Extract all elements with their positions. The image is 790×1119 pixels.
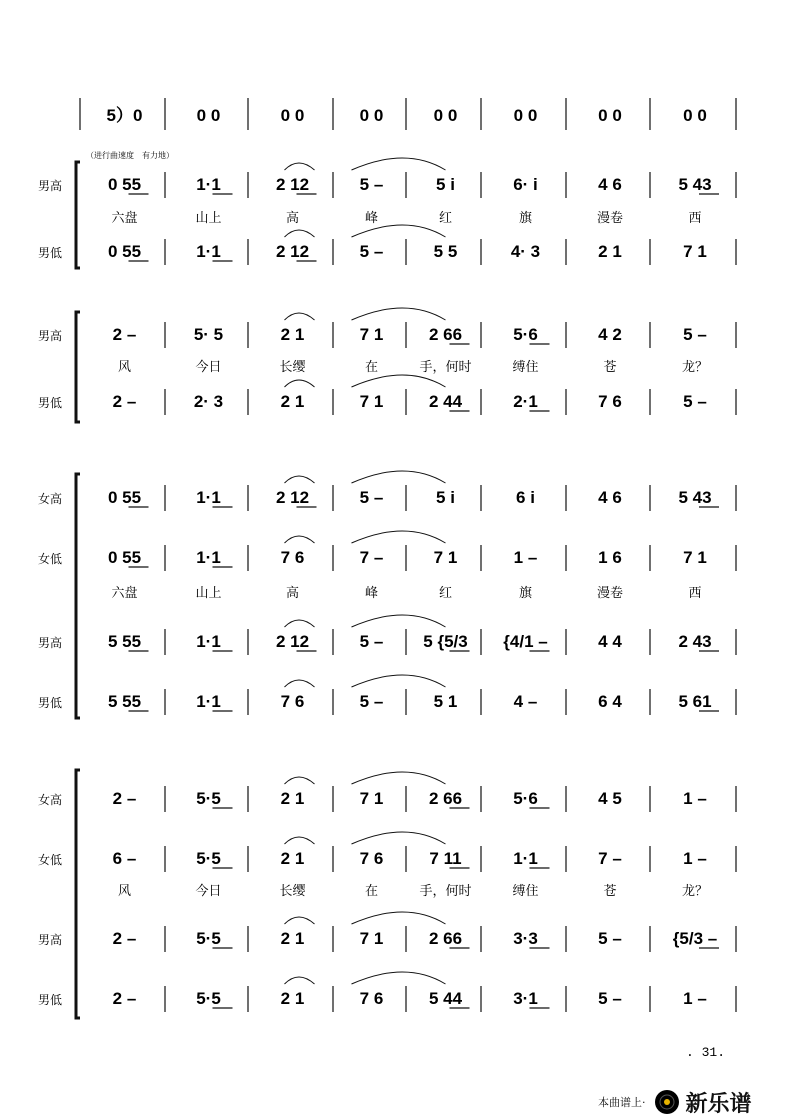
lyric: 缚住 bbox=[512, 360, 539, 375]
system-1 bbox=[38, 158, 736, 268]
page-number: . 31. bbox=[686, 1045, 726, 1060]
measure: 0 0 bbox=[683, 106, 707, 125]
measure: 5 {5/3 bbox=[423, 632, 468, 651]
measure: 7 – bbox=[598, 849, 622, 868]
vinyl-record-icon bbox=[652, 1088, 682, 1116]
measure: 7 1 bbox=[683, 242, 707, 261]
measure: 2 12 bbox=[275, 175, 310, 194]
measure: 7 1 bbox=[683, 548, 707, 567]
measure: 5·6 bbox=[513, 325, 538, 344]
lyric: 风 bbox=[117, 360, 132, 375]
measure: 6· i bbox=[513, 175, 538, 194]
tie bbox=[352, 615, 446, 627]
measure: 2 – bbox=[112, 392, 137, 411]
measure: 1·1 bbox=[513, 849, 538, 868]
measure: 4 2 bbox=[598, 325, 622, 344]
measure: 7 6 bbox=[598, 392, 622, 411]
slur bbox=[285, 536, 315, 543]
voice-label: 女低 bbox=[38, 552, 63, 566]
measure: 4 5 bbox=[598, 789, 622, 808]
measure: 1 – bbox=[513, 548, 538, 567]
measure: 0 55 bbox=[107, 175, 142, 194]
staff-row bbox=[38, 375, 736, 415]
lyric: 西 bbox=[688, 211, 702, 226]
lyric: 高 bbox=[285, 211, 300, 226]
measure: 7 1 bbox=[433, 548, 458, 567]
system-bracket bbox=[76, 312, 80, 422]
measure: 5 – bbox=[359, 488, 384, 507]
measure: 0 55 bbox=[107, 242, 142, 261]
measure: 1·1 bbox=[196, 175, 221, 194]
measure: 0 0 bbox=[598, 106, 622, 125]
lyric: 高 bbox=[285, 586, 300, 601]
tie bbox=[352, 308, 446, 320]
lyric: 六盘 bbox=[111, 211, 138, 226]
lyric: 在 bbox=[364, 884, 379, 899]
measure: 2 66 bbox=[428, 325, 463, 344]
measure: 2 66 bbox=[428, 929, 463, 948]
lyric: 峰 bbox=[364, 586, 379, 601]
slur bbox=[285, 680, 315, 687]
lyric: 山上 bbox=[195, 211, 222, 226]
measure: 5 44 bbox=[428, 989, 463, 1008]
lyric: 漫卷 bbox=[596, 586, 624, 601]
measure: 2 66 bbox=[428, 789, 463, 808]
measure: 0 0 bbox=[513, 106, 538, 125]
tempo-marking: （进行曲速度 有力地） bbox=[86, 151, 174, 160]
measure: 2 1 bbox=[598, 242, 622, 261]
measure: 2 1 bbox=[280, 392, 305, 411]
voice-label: 男低 bbox=[38, 246, 63, 260]
voice-label: 男高 bbox=[38, 636, 63, 650]
measure: 2 1 bbox=[280, 989, 305, 1008]
measure: 4· 3 bbox=[510, 242, 541, 261]
measure: 2 – bbox=[112, 929, 137, 948]
measure: 6 4 bbox=[598, 692, 622, 711]
measure: 6 i bbox=[516, 488, 535, 507]
slur bbox=[285, 977, 315, 984]
tie bbox=[352, 832, 446, 844]
measure: 2 12 bbox=[275, 488, 310, 507]
lyric: 漫卷 bbox=[596, 211, 624, 226]
measure: 0 0 bbox=[196, 106, 221, 125]
measure: 2 1 bbox=[280, 849, 305, 868]
lyric: 旗 bbox=[518, 211, 533, 226]
tie bbox=[352, 225, 446, 237]
staff-row bbox=[38, 772, 736, 812]
measure: 1·1 bbox=[196, 242, 221, 261]
staff-row bbox=[38, 471, 736, 511]
staff-row bbox=[38, 308, 736, 348]
lyric: 苍 bbox=[603, 360, 617, 375]
lyric: 红 bbox=[438, 586, 453, 601]
footer-text: 本曲谱上· bbox=[598, 1096, 646, 1109]
measure: 3·3 bbox=[513, 929, 538, 948]
tie bbox=[352, 972, 446, 984]
voice-label: 男低 bbox=[38, 696, 63, 710]
measure: 0 55 bbox=[107, 488, 142, 507]
slur bbox=[285, 476, 315, 483]
measure: 5 – bbox=[359, 632, 384, 651]
lyric: 山上 bbox=[195, 586, 222, 601]
measure: 1 – bbox=[683, 849, 707, 868]
measure: 2 1 bbox=[280, 789, 305, 808]
tie bbox=[352, 531, 446, 543]
measure: 1 6 bbox=[598, 548, 622, 567]
measure: 5 i bbox=[436, 488, 455, 507]
measure: 1·1 bbox=[196, 632, 221, 651]
measure: 0 0 bbox=[359, 106, 384, 125]
measure: 2 43 bbox=[678, 632, 712, 651]
voice-label: 女高 bbox=[38, 793, 63, 807]
voice-label: 男低 bbox=[38, 993, 63, 1007]
measure: 5·6 bbox=[513, 789, 538, 808]
measure: 2 – bbox=[112, 325, 137, 344]
measure: 0 0 bbox=[280, 106, 305, 125]
lyric: 龙？ bbox=[681, 360, 709, 375]
measure: 1 – bbox=[683, 789, 707, 808]
voice-label: 男高 bbox=[38, 933, 63, 947]
system-2 bbox=[38, 308, 736, 422]
staff-row bbox=[38, 832, 736, 872]
lyric: 今日 bbox=[195, 360, 222, 375]
lyric: 手，何时 bbox=[419, 360, 472, 375]
measure: 1·1 bbox=[196, 488, 221, 507]
intro-staff-line bbox=[80, 98, 736, 130]
tie bbox=[352, 772, 446, 784]
measure: 5 43 bbox=[678, 175, 712, 194]
measure: 0 55 bbox=[107, 548, 142, 567]
measure: 5 55 bbox=[107, 692, 142, 711]
measure: 5 43 bbox=[678, 488, 712, 507]
measure: 5·5 bbox=[196, 989, 221, 1008]
lyric: 缚住 bbox=[512, 884, 539, 899]
lyric: 长缨 bbox=[279, 884, 306, 899]
measure: 7 11 bbox=[429, 849, 462, 868]
lyric: 在 bbox=[364, 360, 379, 375]
measure: 1·1 bbox=[196, 692, 221, 711]
measure: 2 12 bbox=[275, 632, 310, 651]
measure: 5 – bbox=[598, 929, 622, 948]
lyric: 六盘 bbox=[111, 586, 138, 601]
lyric: 龙？ bbox=[681, 884, 709, 899]
measure: 2·1 bbox=[513, 392, 538, 411]
tie bbox=[352, 471, 446, 483]
lyric: 今日 bbox=[195, 884, 222, 899]
tie bbox=[352, 912, 446, 924]
measure: {4/1 – bbox=[503, 632, 548, 651]
measure: 5 – bbox=[359, 692, 384, 711]
measure: 4 – bbox=[513, 692, 538, 711]
measure: 5 – bbox=[683, 392, 707, 411]
measure: 3·1 bbox=[513, 989, 538, 1008]
lyric: 峰 bbox=[364, 211, 379, 226]
lyric: 西 bbox=[688, 586, 702, 601]
measure: 5· 5 bbox=[193, 325, 224, 344]
measure: 5·5 bbox=[196, 849, 221, 868]
lyric: 风 bbox=[117, 884, 132, 899]
voice-label: 女高 bbox=[38, 492, 63, 506]
measure: 4 4 bbox=[598, 632, 622, 651]
system-3 bbox=[38, 471, 736, 718]
slur bbox=[285, 230, 315, 237]
voice-label: 男低 bbox=[38, 396, 63, 410]
tie bbox=[352, 375, 446, 387]
lyric: 长缨 bbox=[279, 360, 306, 375]
brand-name: 新乐谱 bbox=[685, 1091, 752, 1117]
footer-credit bbox=[598, 1088, 752, 1116]
slur bbox=[285, 163, 315, 170]
slur bbox=[285, 777, 315, 784]
lyric: 苍 bbox=[603, 884, 617, 899]
measure: 7 1 bbox=[359, 392, 384, 411]
system-bracket bbox=[76, 474, 80, 718]
measure: 4 6 bbox=[598, 488, 622, 507]
measure: 7 – bbox=[359, 548, 384, 567]
score-systems bbox=[38, 158, 736, 1018]
staff-row bbox=[38, 158, 736, 198]
system-bracket bbox=[76, 162, 80, 268]
measure: 5 – bbox=[359, 175, 384, 194]
measure: 6 – bbox=[112, 849, 137, 868]
staff-row bbox=[38, 675, 736, 715]
staff-row bbox=[38, 531, 736, 571]
measure: 5 – bbox=[359, 242, 384, 261]
slur bbox=[285, 837, 315, 844]
measure: 5 1 bbox=[433, 692, 458, 711]
measure: 2 12 bbox=[275, 242, 310, 261]
staff-row bbox=[38, 972, 736, 1012]
measure: 4 6 bbox=[598, 175, 622, 194]
staff-row bbox=[38, 615, 736, 655]
measure: 7 6 bbox=[280, 548, 305, 567]
system-4 bbox=[38, 770, 736, 1018]
measure: 2 – bbox=[112, 989, 137, 1008]
staff-row bbox=[38, 225, 736, 265]
tie bbox=[352, 158, 446, 170]
measure: 2· 3 bbox=[193, 392, 224, 411]
system-bracket bbox=[76, 770, 80, 1018]
measure: 5 – bbox=[683, 325, 707, 344]
measure: 1·1 bbox=[196, 548, 221, 567]
measure: 1 – bbox=[683, 989, 707, 1008]
voice-label: 女低 bbox=[38, 853, 63, 867]
slur bbox=[285, 313, 315, 320]
measure: 5 5 bbox=[433, 242, 458, 261]
measure: 7 6 bbox=[359, 989, 384, 1008]
measure: 5 55 bbox=[107, 632, 142, 651]
measure: {5/3 – bbox=[672, 929, 718, 948]
measure: 5）0 bbox=[106, 106, 143, 125]
measure: 7 1 bbox=[359, 789, 384, 808]
voice-label: 男高 bbox=[38, 329, 63, 343]
measure: 7 6 bbox=[359, 849, 384, 868]
measure: 7 6 bbox=[280, 692, 305, 711]
staff-row bbox=[38, 912, 736, 952]
measure: 2 – bbox=[112, 789, 137, 808]
measure: 5·5 bbox=[196, 789, 221, 808]
measure: 5 61 bbox=[678, 692, 712, 711]
measure: 5 i bbox=[436, 175, 455, 194]
lyric: 手，何时 bbox=[419, 884, 472, 899]
measure: 0 0 bbox=[433, 106, 458, 125]
measure: 2 1 bbox=[280, 325, 305, 344]
voice-label: 男高 bbox=[38, 179, 63, 193]
measure: 2 44 bbox=[428, 392, 463, 411]
lyric: 旗 bbox=[518, 586, 533, 601]
lyric: 红 bbox=[438, 211, 453, 226]
measure: 2 1 bbox=[280, 929, 305, 948]
measure: 7 1 bbox=[359, 929, 384, 948]
measure: 5 – bbox=[598, 989, 622, 1008]
tie bbox=[352, 675, 446, 687]
slur bbox=[285, 620, 315, 627]
measure: 5·5 bbox=[196, 929, 221, 948]
slur bbox=[285, 917, 315, 924]
measure: 7 1 bbox=[359, 325, 384, 344]
slur bbox=[285, 380, 315, 387]
